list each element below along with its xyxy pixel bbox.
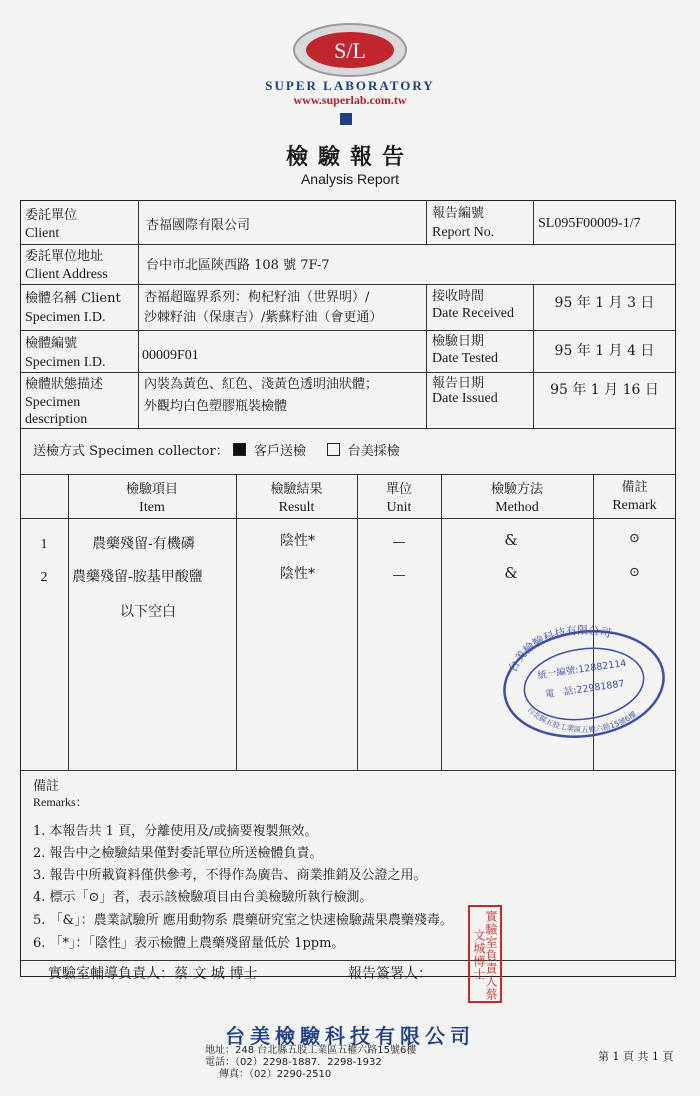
row-no: 2 <box>40 570 48 585</box>
header-item-zh: 檢驗項目 <box>125 482 178 497</box>
remark-item: 3. 報告中所載資料僅供參考，不得作為廣告、商業推銷及公證之用。 <box>33 868 427 883</box>
col-divider <box>533 200 534 244</box>
row-remark: ⊙ <box>629 531 640 546</box>
brand-square <box>340 113 352 125</box>
logo-letters: S/L <box>334 38 366 63</box>
issued-value: 95 年 1 月 16 日 <box>550 382 659 398</box>
header-item-en: Item <box>139 500 165 515</box>
footer-fax: 傳真：（02）2290-2510 <box>219 1069 332 1080</box>
remark-item: 1. 本報告共 1 頁，分離使用及/或摘要複製無效。 <box>33 824 318 839</box>
rule <box>20 284 676 285</box>
tested-value: 95 年 1 月 4 日 <box>554 343 655 359</box>
checkbox-client-delivered[interactable] <box>233 443 246 456</box>
col-divider <box>441 474 442 770</box>
rule <box>20 518 676 519</box>
rule <box>20 960 676 961</box>
super-laboratory-logo <box>290 20 410 80</box>
header-remark-en: Remark <box>612 498 657 513</box>
report-signer-label: 報告簽署人： <box>348 966 432 982</box>
specimen-value-line1: 杏福超臨界系列：枸杞籽油（世界明）/ <box>144 290 370 305</box>
footer-address: 地址：248 台北縣五股工業區五權六路15號6樓 <box>205 1045 417 1056</box>
specimen-no-value: 00009F01 <box>142 348 199 363</box>
company-seal <box>500 622 668 740</box>
seal-bottom-text: 台北縣五股工業區五權六路15號6樓 <box>525 704 639 735</box>
rule <box>20 330 676 331</box>
client-label-en: Client <box>25 226 60 241</box>
collector-option-client: 客戶送檢 <box>253 444 306 459</box>
tested-label-zh: 檢驗日期 <box>432 334 485 349</box>
footer-phone: 電話：（02）2298-1887．2298-1932 <box>205 1057 382 1068</box>
row-unit: — <box>392 535 406 550</box>
specimen-label-en: Specimen I.D. <box>25 310 106 325</box>
specimen-value-line2: 沙棘籽油（保康吉）/紫蘇籽油（會更通） <box>144 310 383 325</box>
remarks-title-en: Remarks： <box>33 795 88 809</box>
received-label-zh: 接收時間 <box>432 289 485 304</box>
address-value: 台中市北區陝西路 108 號 7F-7 <box>146 258 330 273</box>
supervisor-signature: 實驗室輔導負責人：蔡 文 城 博士 <box>48 966 258 982</box>
remark-item: 2. 報告中之檢驗結果僅對委託單位所送檢體負責。 <box>33 846 323 861</box>
row-result: 陰性* <box>280 566 315 582</box>
row-result: 陰性* <box>280 533 315 549</box>
collector-option-lab: 台美採檢 <box>347 444 400 459</box>
header-remark-zh: 備註 <box>621 480 648 495</box>
report-title-zh: 檢驗報告 <box>285 144 414 170</box>
desc-label-en-1: Specimen <box>25 395 81 410</box>
footer-company-name: 台美檢驗科技有限公司 <box>225 1024 475 1048</box>
col-divider <box>357 474 358 770</box>
checkbox-lab-sampling[interactable] <box>327 443 340 456</box>
desc-label-en-2: description <box>25 412 88 427</box>
col-divider <box>426 200 427 244</box>
collector-row <box>33 443 400 460</box>
rule <box>20 372 676 373</box>
specimen-no-label-en: Specimen I.D. <box>25 355 106 370</box>
seal-line-1: 統一編號:12882114 <box>536 657 628 682</box>
header-result-zh: 檢驗結果 <box>270 482 323 497</box>
seal-ring-text: 台美檢驗科技有限公司 <box>506 623 613 675</box>
report-no-label-zh: 報告編號 <box>432 206 485 221</box>
client-value: 杏福國際有限公司 <box>146 218 251 233</box>
remark-item: 6. 「*」：「陰性」表示檢體上農藥殘留量低於 1ppm。 <box>33 936 345 951</box>
issued-label-en: Date Issued <box>432 391 498 406</box>
row-no: 1 <box>40 537 48 552</box>
seal-line-2: 電 話:22981887 <box>544 678 626 701</box>
tested-label-en: Date Tested <box>432 351 499 366</box>
col-divider <box>138 200 139 428</box>
rule <box>20 474 676 475</box>
col-divider <box>68 474 69 770</box>
collector-label: 送檢方式 Specimen collector： <box>33 444 229 459</box>
remark-item: 5. 「&」：農業試驗所 應用動物系 農藥研究室之快速檢驗蔬果農藥殘毒。 <box>33 913 453 928</box>
header-method-zh: 檢驗方法 <box>490 482 543 497</box>
remarks-title-zh: 備註 <box>33 779 60 794</box>
address-label-en: Client Address <box>25 267 108 282</box>
row-method: & <box>504 531 518 549</box>
rule <box>20 428 676 429</box>
col-divider <box>426 284 427 428</box>
report-title-en: Analysis Report <box>300 171 400 187</box>
header-unit-en: Unit <box>386 500 412 515</box>
row-remark: ⊙ <box>629 565 640 580</box>
header-unit-zh: 單位 <box>385 482 412 497</box>
rule <box>20 770 676 771</box>
specimen-no-label-zh: 檢體編號 <box>25 336 78 351</box>
report-no-label-en: Report No. <box>432 225 495 240</box>
address-label-zh: 委託單位地址 <box>25 249 104 264</box>
brand-name: SUPER LABORATORY <box>265 78 435 93</box>
blank-note: 以下空白 <box>120 604 176 620</box>
specimen-label-zh: 檢體名稱 Client <box>25 291 121 306</box>
row-item: 農藥殘留-有機磷 <box>92 536 195 552</box>
header-method-en: Method <box>495 500 539 515</box>
brand-url: www.superlab.com.tw <box>293 93 407 107</box>
row-item: 農藥殘留-胺基甲酸鹽 <box>72 569 203 585</box>
received-value: 95 年 1 月 3 日 <box>554 295 655 311</box>
row-unit: — <box>392 568 406 583</box>
desc-label-zh: 檢體狀態描述 <box>25 377 104 392</box>
header-result-en: Result <box>278 500 315 515</box>
issued-label-zh: 報告日期 <box>432 376 485 391</box>
desc-value-line2: 外觀均白色塑膠瓶裝檢體 <box>144 399 288 414</box>
signer-stamp-text: 實驗室負責人蔡文城博士 <box>472 909 498 1001</box>
report-no-value: SL095F00009-1/7 <box>538 216 641 231</box>
col-divider <box>236 474 237 770</box>
desc-value-line1: 內裝為黃色、紅色、淺黃色透明油狀體； <box>144 377 379 392</box>
footer-contact <box>205 1045 416 1081</box>
page-number: 第 1 頁 共 1 頁 <box>598 1050 674 1063</box>
signer-stamp <box>468 905 502 1003</box>
row-method: & <box>504 564 518 582</box>
remark-item: 4. 標示「⊙」者，表示該檢驗項目由台美檢驗所執行檢測。 <box>33 890 373 905</box>
client-label-zh: 委託單位 <box>25 208 78 223</box>
rule <box>20 244 676 245</box>
received-label-en: Date Received <box>432 306 515 321</box>
